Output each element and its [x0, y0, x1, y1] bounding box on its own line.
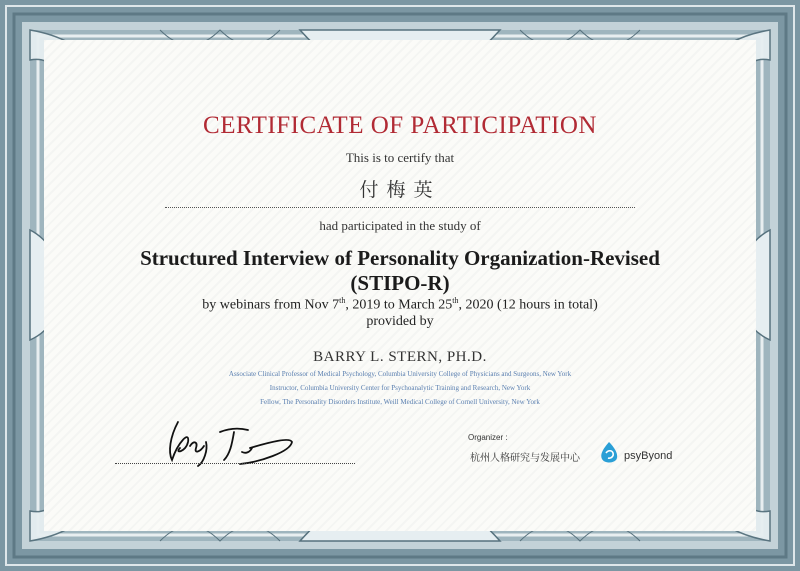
certificate-title: CERTIFICATE OF PARTICIPATION — [203, 112, 597, 139]
study-title-line2: (STIPO-R) — [350, 271, 450, 295]
webinar-suffix: , 2020 (12 hours in total) — [458, 297, 598, 313]
presenter-affiliation: Associate Clinical Professor of Medical Psychology, Columbia University College of Physicians and Surgeons, New York — [228, 370, 572, 378]
webinar-dates — [0, 296, 800, 314]
study-title-line1: Structured Interview of Personality Organization-Revised — [140, 246, 660, 270]
name-underline — [165, 207, 635, 208]
presenter-affiliation: Instructor, Columbia University Center for Psychoanalytic Training and Research, New York — [269, 384, 531, 392]
certify-line: This is to certify that — [345, 150, 455, 165]
webinar-prefix: by webinars from Nov 7 — [202, 297, 340, 313]
organizer-logo-text: psyByond — [624, 450, 673, 462]
presenter-affiliation: Fellow, The Personality Disorders Institute, Weill Medical College of Cornell University, New York — [260, 398, 540, 406]
webinar-sup-start: th — [339, 296, 346, 305]
participated-line: had participated in the study of — [319, 218, 481, 233]
signature-line — [115, 463, 355, 464]
psybyond-logo-icon — [598, 441, 620, 465]
webinar-sup-end: th — [452, 296, 459, 305]
organizer-label: Organizer : — [468, 433, 508, 442]
provided-by: provided by — [366, 314, 434, 329]
webinar-mid: , 2019 to March 25 — [345, 297, 453, 313]
recipient-name: 付梅英 — [359, 179, 441, 201]
presenter-name: BARRY L. STERN, PH.D. — [313, 349, 487, 365]
organizer-name: 杭州人格研究与发展中心 — [470, 453, 580, 464]
